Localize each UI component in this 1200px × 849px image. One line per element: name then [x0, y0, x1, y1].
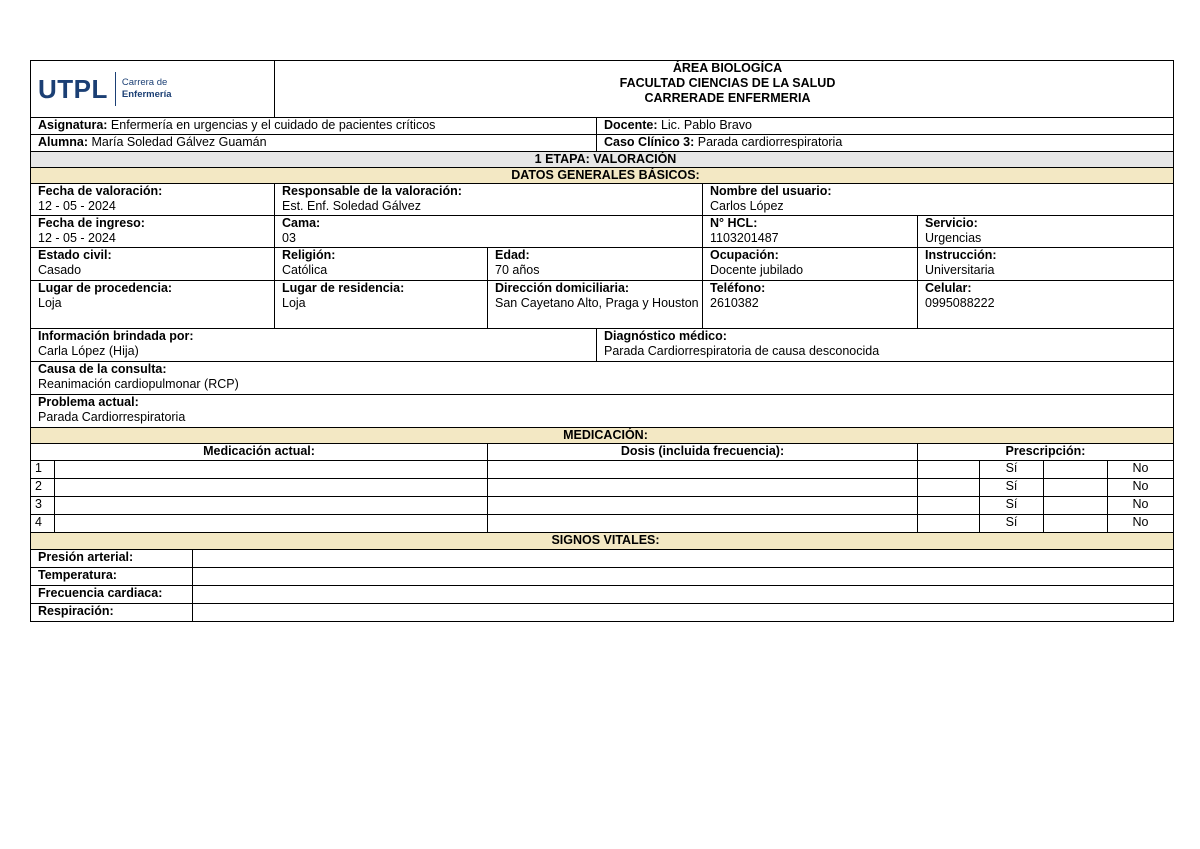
dosis-field[interactable] — [488, 497, 918, 515]
presc-yes-box[interactable] — [1044, 461, 1108, 479]
direccion-cell: Dirección domiciliaria: San Cayetano Alto, Praga y Houston — [488, 281, 703, 329]
dosis-field[interactable] — [488, 461, 918, 479]
hcl-cell: N° HCL: 1103201487 — [703, 216, 918, 248]
presc-yes-label: Sí — [980, 479, 1044, 497]
presc-yes-label: Sí — [980, 461, 1044, 479]
logo-divider — [115, 72, 116, 106]
row-number: 3 — [31, 497, 55, 515]
religion-cell: Religión: Católica — [275, 248, 488, 281]
vital-signs-table — [30, 532, 1174, 622]
row-number: 2 — [31, 479, 55, 497]
table-row — [31, 461, 1174, 479]
presc-yes-box[interactable] — [1044, 479, 1108, 497]
presc-no-label: No — [1108, 461, 1174, 479]
problema-cell: Problema actual: Parada Cardiorrespiratoria — [31, 395, 1174, 428]
row-number: 4 — [31, 515, 55, 533]
utpl-logo — [38, 61, 274, 117]
presc-yes-label: Sí — [980, 497, 1044, 515]
presc-blank — [918, 461, 980, 479]
table-row — [31, 515, 1174, 533]
title-area: ÁREA BIOLOGÍCA — [672, 61, 783, 75]
responsable-cell: Responsable de la valoración: Est. Enf. Soledad Gálvez — [275, 184, 703, 216]
presion-field[interactable] — [193, 550, 1174, 568]
estado-civil-cell: Estado civil: Casado — [31, 248, 275, 281]
docente-cell: Docente: Lic. Pablo Bravo — [597, 118, 1174, 135]
presc-yes-box[interactable] — [1044, 497, 1108, 515]
diagnostico-cell: Diagnóstico médico: Parada Cardiorrespiratoria de causa desconocida — [597, 329, 1174, 362]
fecha-ingreso-cell: Fecha de ingreso: 12 - 05 - 2024 — [31, 216, 275, 248]
causa-cell: Causa de la consulta: Reanimación cardiopulmonar (RCP) — [31, 362, 1174, 395]
col-dosis: Dosis (incluida frecuencia): — [488, 444, 918, 461]
instruccion-cell: Instrucción: Universitaria — [918, 248, 1174, 281]
form-title — [275, 61, 1174, 118]
logo-subtitle: Carrera de Enfermería — [121, 77, 172, 100]
clinical-assessment-form — [30, 60, 1174, 533]
logo-brand: UTPL — [38, 73, 108, 104]
form-header — [31, 61, 1174, 118]
presc-blank — [918, 497, 980, 515]
row-number: 1 — [31, 461, 55, 479]
section-vitals: SIGNOS VITALES: — [31, 533, 1174, 550]
dosis-field[interactable] — [488, 515, 918, 533]
fecha-valoracion-cell: Fecha de valoración: 12 - 05 - 2024 — [31, 184, 275, 216]
presc-yes-label: Sí — [980, 515, 1044, 533]
dosis-field[interactable] — [488, 479, 918, 497]
frecuencia-label: Frecuencia cardiaca: — [31, 586, 193, 604]
presc-yes-box[interactable] — [1044, 515, 1108, 533]
title-faculty: FACULTAD CIENCIAS DE LA SALUD — [619, 76, 836, 90]
table-row — [31, 479, 1174, 497]
section-medication: MEDICACIÓN: — [31, 428, 1174, 444]
servicio-cell: Servicio: Urgencias — [918, 216, 1174, 248]
logo-cell — [31, 61, 275, 118]
caso-cell: Caso Clínico 3: Parada cardiorrespiratoria — [597, 135, 1174, 152]
temperatura-label: Temperatura: — [31, 568, 193, 586]
section-general: DATOS GENERALES BÁSICOS: — [31, 168, 1174, 184]
procedencia-cell: Lugar de procedencia: Loja — [31, 281, 275, 329]
celular-cell: Celular: 0995088222 — [918, 281, 1174, 329]
respiracion-label: Respiración: — [31, 604, 193, 622]
presc-no-label: No — [1108, 479, 1174, 497]
stage-title: 1 ETAPA: VALORACIÓN — [31, 152, 1174, 168]
nombre-usuario-cell: Nombre del usuario: Carlos López — [703, 184, 1174, 216]
ocupacion-cell: Ocupación: Docente jubilado — [703, 248, 918, 281]
presc-no-label: No — [1108, 515, 1174, 533]
informacion-cell: Información brindada por: Carla López (Hija) — [31, 329, 597, 362]
presion-label: Presión arterial: — [31, 550, 193, 568]
alumna-cell: Alumna: María Soledad Gálvez Guamán — [31, 135, 597, 152]
presc-blank — [918, 515, 980, 533]
col-medicacion-actual: Medicación actual: — [31, 444, 488, 461]
cama-cell: Cama: 03 — [275, 216, 703, 248]
telefono-cell: Teléfono: 2610382 — [703, 281, 918, 329]
medicacion-field[interactable] — [55, 515, 488, 533]
edad-cell: Edad: 70 años — [488, 248, 703, 281]
medicacion-field[interactable] — [55, 479, 488, 497]
clinical-form-sheet — [30, 60, 1173, 622]
asignatura-cell: Asignatura: Enfermería en urgencias y el cuidado de pacientes críticos — [31, 118, 597, 135]
title-career: CARRERADE ENFERMERIA — [644, 91, 811, 105]
medicacion-field[interactable] — [55, 497, 488, 515]
col-prescripcion: Prescripción: — [918, 444, 1174, 461]
medicacion-field[interactable] — [55, 461, 488, 479]
frecuencia-field[interactable] — [193, 586, 1174, 604]
presc-blank — [918, 479, 980, 497]
temperatura-field[interactable] — [193, 568, 1174, 586]
residencia-cell: Lugar de residencia: Loja — [275, 281, 488, 329]
respiracion-field[interactable] — [193, 604, 1174, 622]
table-row — [31, 497, 1174, 515]
presc-no-label: No — [1108, 497, 1174, 515]
